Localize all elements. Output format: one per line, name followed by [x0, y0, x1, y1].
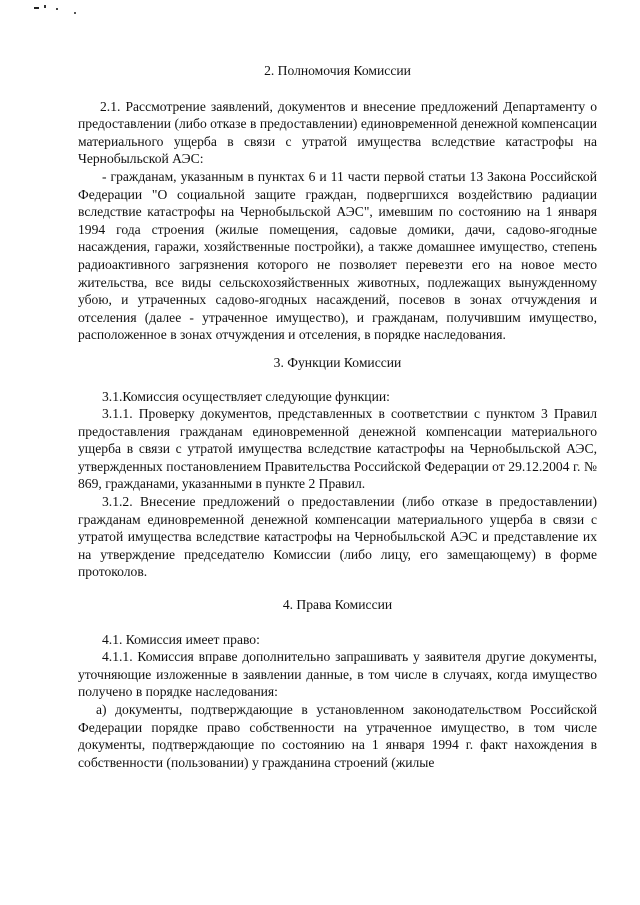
- paragraph-2-1: 2.1. Рассмотрение заявлений, документов и внесение предложений Департаменту о предоставлении (либо отказе в предоставлении) единовременной денежной компенсации материального ущерба в связи с утратой имущества вследствие катастрофы на Чернобыльской АЭС:: [78, 98, 597, 167]
- paragraph-3-1: 3.1.Комиссия осуществляет следующие функции:: [102, 388, 390, 404]
- paragraph-4-1: 4.1. Комиссия имеет право:: [102, 631, 260, 647]
- paragraph-3-1-2: 3.1.2. Внесение предложений о предоставлении (либо отказе в предоставлении) гражданам единовременной денежной компенсации материального ущерба в связи с утратой имущества вследствие катастрофы на Чернобыльской АЭС и представление их на утверждение председателю Комиссии (либо лицу, его замещающему) в форме протоколов.: [78, 494, 597, 580]
- paragraph-4-1-1-a: а) документы, подтверждающие в установленном законодательством Российской Федерации порядке право собственности на утраченное имущество, в том числе документы, подтверждающие по состоянию на 1 января 1994 г. факт нахождения в собственности (пользовании) у гражданина строений (жилые: [78, 702, 597, 770]
- document-body: [78, 62, 597, 771]
- section-2-heading: 2. Полномочия Комиссии: [264, 63, 411, 78]
- section-4-heading: 4. Права Комиссии: [282, 597, 393, 613]
- paragraph-4-1-1: 4.1.1. Комиссия вправе дополнительно запрашивать у заявителя другие документы, уточняющие изложенные в заявлении данные, в том числе в случаях, когда имущество получено в порядке наследования:: [78, 649, 597, 700]
- paragraph-2-1-list-item: - гражданам, указанным в пунктах 6 и 11 части первой статьи 13 Закона Российской Федерации "О социальной защите граждан, подвергшихся воздействию радиации вследствие катастрофы на Чернобыльской АЭС", имевшим по состоянию на 1 января 1994 года строения (жилые помещения, садовые домики, дачи, садово-ягодные насаждения, гаражи, хозяйственные постройки), а также домашнее имущество, степень радиоактивного загрязнения которого не позволяет перевезти его на новое место жительства, все виды сельскохозяйственных животных, подлежащих вынужденному убою, и утраченных садово-ягодных насаждений, посевов в зонах отчуждения и отселения (далее - утраченное имущество), и гражданам, получившим имущество, расположенное в зонах отчуждения и отселения, в порядке наследования.: [78, 168, 597, 343]
- scan-artifact-marks: [34, 2, 94, 16]
- section-3-heading: 3. Функции Комиссии: [273, 354, 402, 370]
- paragraph-3-1-1: 3.1.1. Проверку документов, представленных в соответствии с пунктом 3 Правил предоставления гражданам единовременной денежной компенсации материального ущерба в связи с утратой имущества вследствие катастрофы на Чернобыльской АЭС, утвержденных постановлением Правительства Российской Федерации от 29.12.2004 г. № 869, гражданами, указанными в пункте 2 Правил.: [78, 406, 597, 492]
